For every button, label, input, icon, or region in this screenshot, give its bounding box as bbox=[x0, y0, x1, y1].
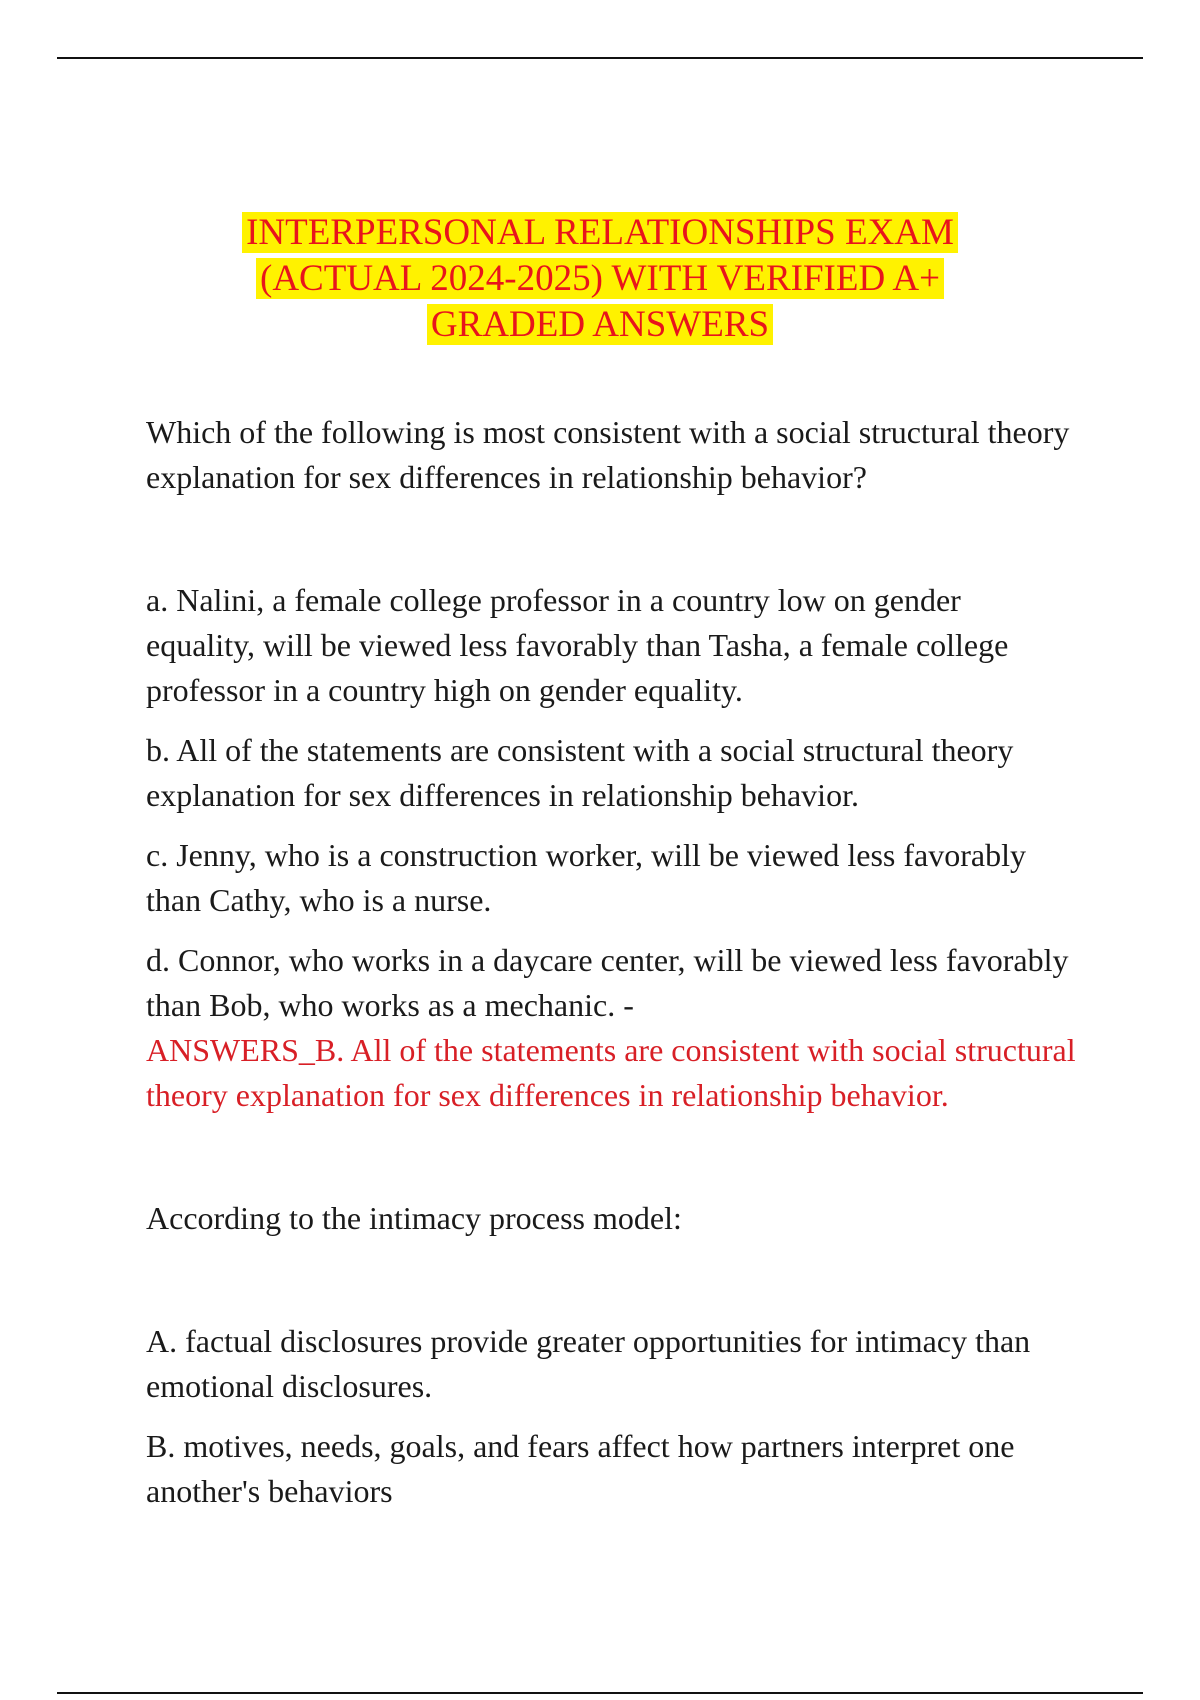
title-line-3: GRADED ANSWERS bbox=[427, 304, 773, 345]
question-2-option-b: B. motives, needs, goals, and fears affect how partners interpret one another's behaviors bbox=[146, 1428, 1015, 1509]
question-2-text: According to the intimacy process model: bbox=[146, 1200, 682, 1236]
question-2-option-a: A. factual disclosures provide greater opportunities for intimacy than emotional disclosures. bbox=[146, 1323, 1031, 1404]
question-1-text: Which of the following is most consistent with a social structural theory explanation for sex differences in relationship behavior? bbox=[146, 414, 1070, 495]
bottom-rule bbox=[57, 1692, 1143, 1694]
question-1-option-d: d. Connor, who works in a daycare center, will be viewed less favorably than Bob, who works as a mechanic. - bbox=[146, 942, 1069, 1023]
question-1-option-a: a. Nalini, a female college professor in a country low on gender equality, will be viewed less favorably than Tasha, a female college professor in a country high on gender equality. bbox=[146, 582, 1009, 708]
title-line-1: INTERPERSONAL RELATIONSHIPS EXAM bbox=[242, 212, 958, 253]
title-line-2: (ACTUAL 2024-2025) WITH VERIFIED A+ bbox=[256, 258, 944, 299]
question-1-option-c: c. Jenny, who is a construction worker, will be viewed less favorably than Cathy, who is a nurse. bbox=[146, 837, 1026, 918]
document-body bbox=[146, 410, 1076, 1529]
question-1-option-b: b. All of the statements are consistent with a social structural theory explanation for sex differences in relationship behavior. bbox=[146, 732, 1014, 813]
top-rule bbox=[57, 57, 1143, 59]
document-title bbox=[0, 210, 1200, 348]
question-1-answer: ANSWERS_B. All of the statements are consistent with social structural theory explanation for sex differences in relationship behavior. bbox=[146, 1032, 1076, 1113]
